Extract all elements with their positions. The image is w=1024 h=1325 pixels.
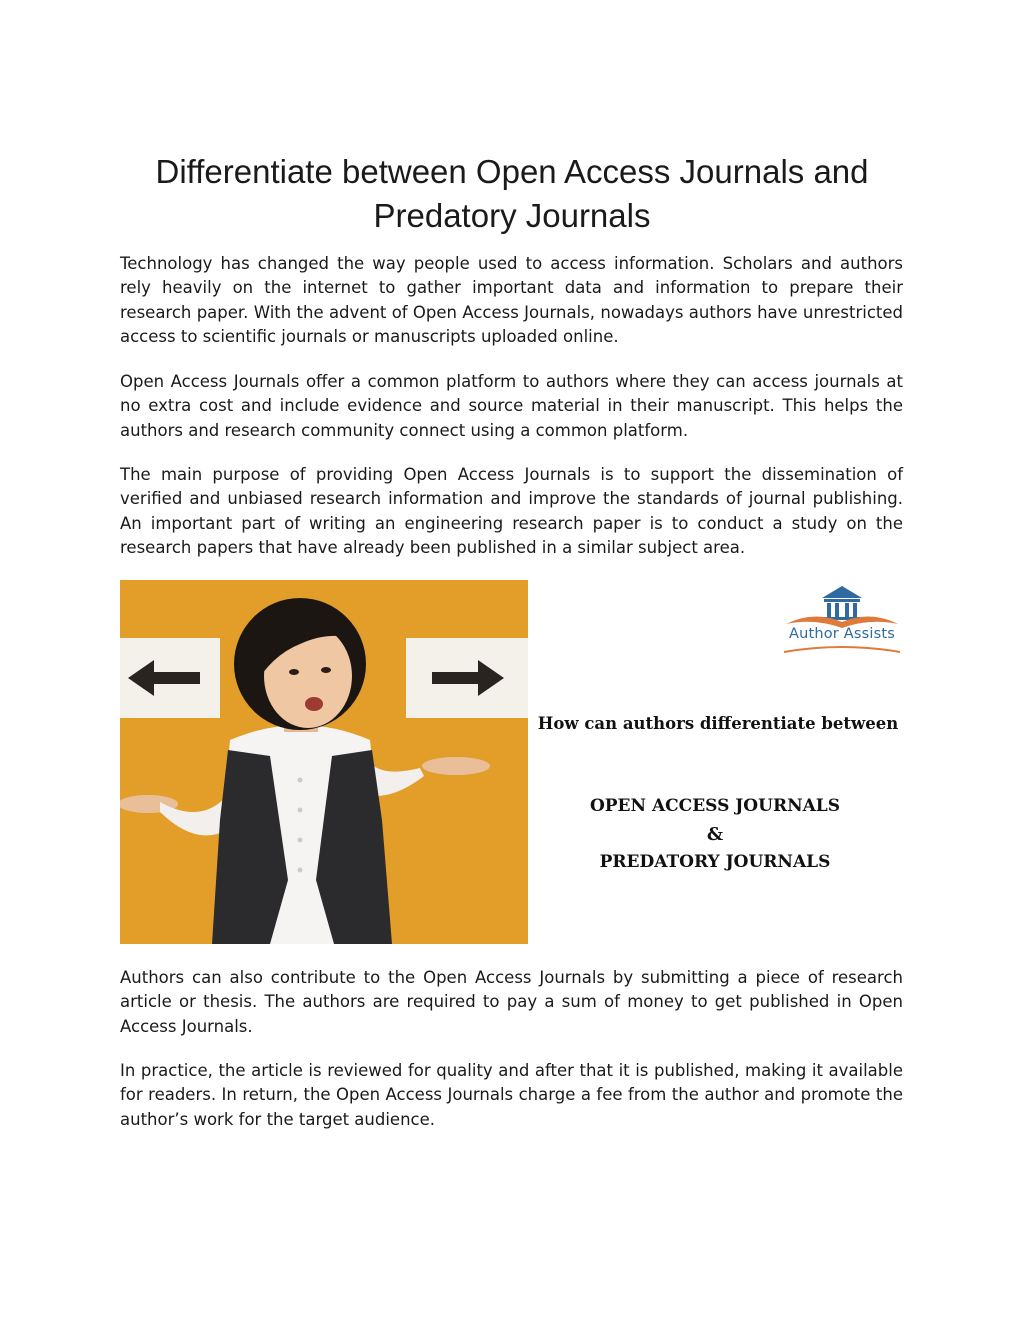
- author-assists-logo-icon: [780, 580, 904, 660]
- banner-ampersand: &: [706, 824, 724, 845]
- paragraph-5: In practice, the article is reviewed for quality and after that it is published, making it available for readers. In return, the Open Access Journals charge a fee from the author and promote the author’s work for the target audience.: [120, 1061, 903, 1129]
- brand-name: Author Assists: [788, 626, 896, 642]
- right-arrow-icon: [406, 638, 528, 718]
- document-title: Differentiate between Open Access Journals and Predatory Journals: [155, 153, 869, 234]
- article-banner-image: [120, 580, 904, 944]
- paragraph-4: Authors can also contribute to the Open Access Journals by submitting a piece of research article or thesis. The authors are required to pay a sum of money to get published in Open Access Journals.: [120, 968, 903, 1036]
- paragraph-1: Technology has changed the way people used to access information. Scholars and authors rely heavily on the internet to gather important data and information to prepare their research paper. With the advent of Open Access Journals, nowadays authors have unrestricted access to scientific journals or manuscripts uploaded online.: [120, 254, 903, 347]
- woman-shrugging-between-arrows-photo: [120, 580, 528, 944]
- banner-heading: How can authors differentiate between: [537, 714, 899, 733]
- banner-open-access: OPEN ACCESS JOURNALS: [589, 796, 841, 816]
- left-arrow-icon: [120, 638, 220, 718]
- paragraph-3: The main purpose of providing Open Access Journals is to support the dissemination of verified and unbiased research information and improve the standards of journal publishing. An important part of writing an engineering research paper is to conduct a study on the research papers that have already been published in a similar subject area.: [120, 465, 903, 558]
- banner-predatory: PREDATORY JOURNALS: [599, 852, 831, 872]
- paragraph-2: Open Access Journals offer a common platform to authors where they can access journals at no extra cost and include evidence and source material in their manuscript. This helps the authors and research community connect using a common platform.: [120, 372, 903, 440]
